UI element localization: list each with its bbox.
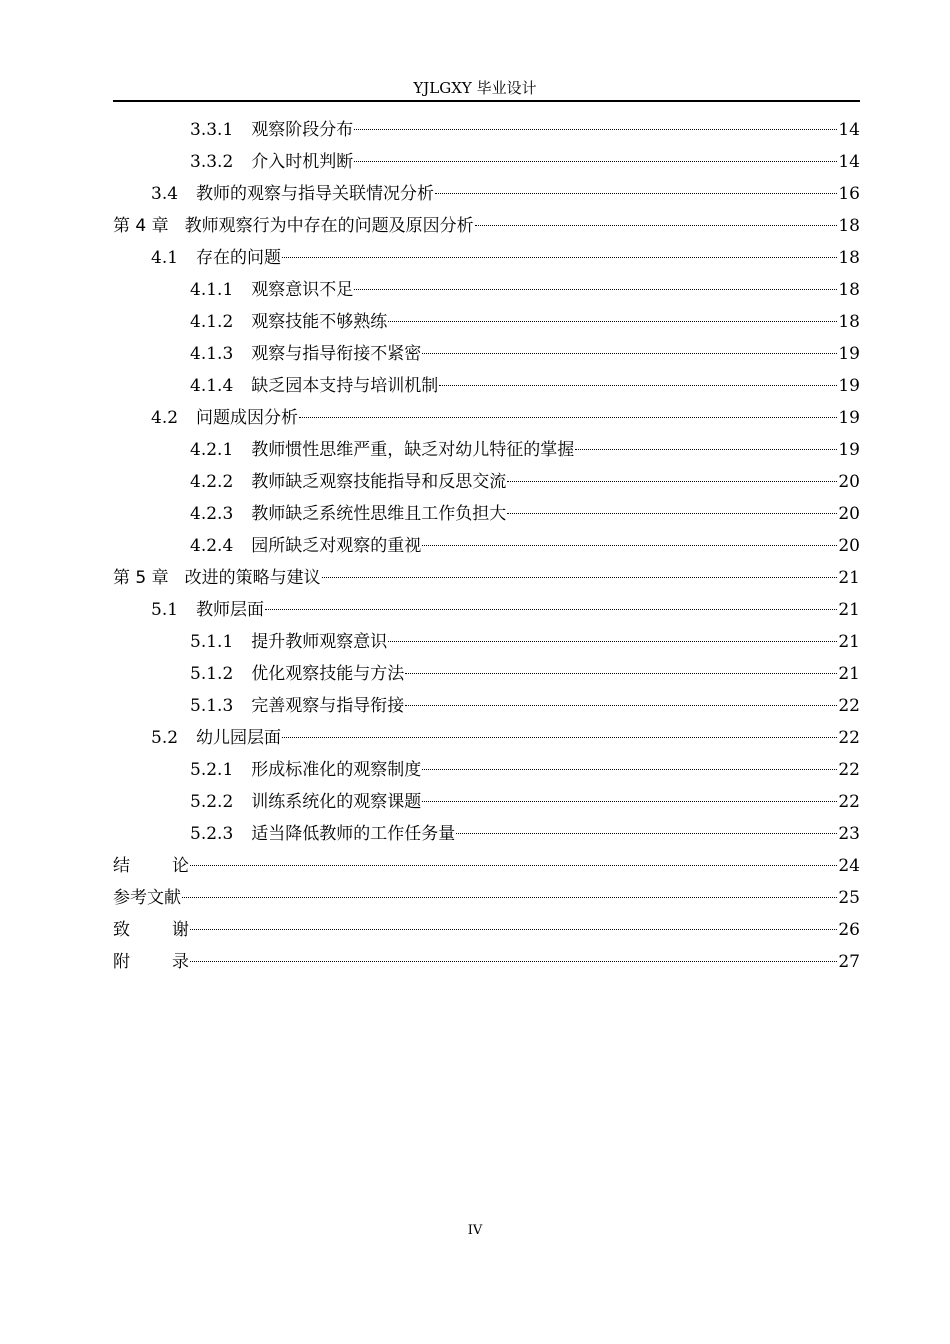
toc-entry[interactable] xyxy=(113,114,860,146)
toc-entry-title: 观察阶段分布 xyxy=(251,120,354,140)
toc-entry-page: 19 xyxy=(838,440,860,460)
toc-entry-number: 4.1 xyxy=(151,248,179,268)
toc-entry[interactable] xyxy=(113,914,860,946)
toc-entry-title: 教师层面 xyxy=(196,600,265,620)
toc-entry-title: 教师缺乏观察技能指导和反思交流 xyxy=(251,472,507,492)
toc-entry-title: 训练系统化的观察课题 xyxy=(251,792,422,812)
toc-entry-page: 19 xyxy=(838,344,860,364)
toc-entry-page: 25 xyxy=(838,888,860,908)
toc-dot-leader xyxy=(422,801,837,802)
toc-entry[interactable] xyxy=(113,786,860,818)
toc-entry-page: 26 xyxy=(838,920,860,940)
toc-dot-leader xyxy=(507,513,837,514)
toc-entry[interactable] xyxy=(113,946,860,978)
toc-entry-title: 教师观察行为中存在的问题及原因分析 xyxy=(184,216,474,236)
toc-entry-page: 14 xyxy=(838,152,860,172)
toc-entry-number: 4.1.4 xyxy=(190,376,234,396)
toc-entry[interactable] xyxy=(113,530,860,562)
toc-entry[interactable] xyxy=(113,178,860,210)
toc-dot-leader xyxy=(422,545,837,546)
toc-entry-title: 观察意识不足 xyxy=(251,280,354,300)
toc-entry[interactable] xyxy=(113,242,860,274)
toc-dot-leader xyxy=(265,609,837,610)
toc-entry-page: 18 xyxy=(838,248,860,268)
toc-entry[interactable] xyxy=(113,210,860,242)
toc-entry-page: 24 xyxy=(838,856,860,876)
toc-entry-title: 优化观察技能与方法 xyxy=(251,664,405,684)
toc-dot-leader xyxy=(354,129,837,130)
toc-entry-number: 4.1.2 xyxy=(190,312,234,332)
table-of-contents xyxy=(113,114,860,978)
toc-entry-page: 21 xyxy=(838,600,860,620)
toc-entry-title: 提升教师观察意识 xyxy=(251,632,388,652)
toc-entry[interactable] xyxy=(113,146,860,178)
toc-entry-page: 21 xyxy=(838,664,860,684)
toc-dot-leader xyxy=(354,161,837,162)
toc-entry-title: 园所缺乏对观察的重视 xyxy=(251,536,422,556)
toc-entry-number: 4.2.1 xyxy=(190,440,234,460)
toc-entry-number: 3.3.1 xyxy=(190,120,234,140)
toc-entry-title: 缺乏园本支持与培训机制 xyxy=(251,376,439,396)
toc-entry[interactable] xyxy=(113,306,860,338)
toc-entry-title: 改进的策略与建议 xyxy=(184,568,321,588)
toc-entry-number: 第 4 章 xyxy=(113,216,169,236)
toc-entry-title-char: 结 xyxy=(113,856,130,876)
toc-entry[interactable] xyxy=(113,658,860,690)
toc-entry-page: 16 xyxy=(838,184,860,204)
toc-entry-page: 22 xyxy=(838,792,860,812)
toc-entry-page: 21 xyxy=(838,568,860,588)
toc-dot-leader xyxy=(282,737,837,738)
toc-entry-number: 4.2.4 xyxy=(190,536,234,556)
toc-entry[interactable] xyxy=(113,594,860,626)
toc-entry-title: 参考文献 xyxy=(113,888,181,908)
toc-entry-page: 20 xyxy=(838,536,860,556)
toc-entry-title: 幼儿园层面 xyxy=(196,728,282,748)
toc-entry-title: 教师惯性思维严重，缺乏对幼儿特征的掌握 xyxy=(251,440,575,460)
toc-entry[interactable] xyxy=(113,562,860,594)
toc-entry-number: 第 5 章 xyxy=(113,568,169,588)
toc-entry-number: 5.1.2 xyxy=(190,664,234,684)
toc-dot-leader xyxy=(422,769,837,770)
toc-entry-page: 19 xyxy=(838,376,860,396)
toc-entry-title: 问题成因分析 xyxy=(196,408,299,428)
toc-entry-page: 20 xyxy=(838,504,860,524)
running-header: YJLGXY 毕业设计 xyxy=(413,79,537,97)
toc-entry-title: 观察与指导衔接不紧密 xyxy=(251,344,422,364)
toc-entry-number: 5.1 xyxy=(151,600,179,620)
toc-entry-page: 14 xyxy=(838,120,860,140)
toc-entry[interactable] xyxy=(113,434,860,466)
toc-entry-number: 3.3.2 xyxy=(190,152,234,172)
toc-entry-number: 5.2.2 xyxy=(190,792,234,812)
toc-entry[interactable] xyxy=(113,338,860,370)
toc-entry[interactable] xyxy=(113,498,860,530)
toc-entry-page: 19 xyxy=(838,408,860,428)
toc-entry-number: 4.2.2 xyxy=(190,472,234,492)
toc-entry[interactable] xyxy=(113,882,860,914)
toc-entry-title-char: 谢 xyxy=(172,920,189,940)
toc-entry[interactable] xyxy=(113,402,860,434)
toc-entry-number: 3.4 xyxy=(151,184,179,204)
toc-entry-page: 20 xyxy=(838,472,860,492)
header-rule xyxy=(113,100,860,102)
toc-entry-number: 5.2.1 xyxy=(190,760,234,780)
toc-entry-title xyxy=(113,946,189,978)
toc-entry[interactable] xyxy=(113,850,860,882)
toc-dot-leader xyxy=(282,257,837,258)
toc-dot-leader xyxy=(507,481,837,482)
toc-entry[interactable] xyxy=(113,274,860,306)
toc-entry-page: 23 xyxy=(838,824,860,844)
toc-entry-title: 完善观察与指导衔接 xyxy=(251,696,405,716)
toc-entry[interactable] xyxy=(113,466,860,498)
toc-entry-title-char: 录 xyxy=(172,952,189,972)
toc-entry-page: 18 xyxy=(838,280,860,300)
toc-entry-title: 适当降低教师的工作任务量 xyxy=(251,824,456,844)
toc-entry-title-char: 致 xyxy=(113,920,130,940)
toc-dot-leader xyxy=(475,225,838,226)
toc-entry[interactable] xyxy=(113,754,860,786)
toc-entry-number: 4.2.3 xyxy=(190,504,234,524)
toc-entry-title: 形成标准化的观察制度 xyxy=(251,760,422,780)
toc-entry-number: 4.1.1 xyxy=(190,280,234,300)
toc-dot-leader xyxy=(388,321,837,322)
toc-dot-leader xyxy=(190,961,837,962)
toc-dot-leader xyxy=(354,289,837,290)
toc-entry-number: 5.1.3 xyxy=(190,696,234,716)
toc-entry-title: 介入时机判断 xyxy=(251,152,354,172)
toc-dot-leader xyxy=(388,641,837,642)
toc-entry-title-char: 附 xyxy=(113,952,130,972)
toc-entry-title-char: 论 xyxy=(172,856,189,876)
toc-entry-number: 4.1.3 xyxy=(190,344,234,364)
toc-entry-page: 27 xyxy=(838,952,860,972)
toc-entry-title xyxy=(113,850,189,882)
toc-dot-leader xyxy=(405,673,837,674)
toc-dot-leader xyxy=(575,449,837,450)
toc-entry-title: 教师缺乏系统性思维且工作负担大 xyxy=(251,504,507,524)
toc-entry-title: 存在的问题 xyxy=(196,248,282,268)
toc-entry-number: 4.2 xyxy=(151,408,179,428)
toc-entry-number: 5.1.1 xyxy=(190,632,234,652)
toc-dot-leader xyxy=(435,193,837,194)
page-number: IV xyxy=(467,1223,483,1238)
toc-entry-number: 5.2 xyxy=(151,728,179,748)
toc-dot-leader xyxy=(190,929,837,930)
toc-entry-title xyxy=(113,914,189,946)
toc-dot-leader xyxy=(456,833,837,834)
toc-entry-title: 教师的观察与指导关联情况分析 xyxy=(196,184,435,204)
toc-entry-title: 观察技能不够熟练 xyxy=(251,312,388,332)
toc-entry[interactable] xyxy=(113,690,860,722)
toc-entry-page: 22 xyxy=(838,760,860,780)
toc-dot-leader xyxy=(299,417,837,418)
toc-entry[interactable] xyxy=(113,370,860,402)
toc-entry[interactable] xyxy=(113,626,860,658)
toc-entry-number: 5.2.3 xyxy=(190,824,234,844)
toc-entry[interactable] xyxy=(113,818,860,850)
toc-entry-page: 22 xyxy=(838,696,860,716)
toc-dot-leader xyxy=(322,577,838,578)
toc-dot-leader xyxy=(190,865,837,866)
toc-dot-leader xyxy=(422,353,837,354)
toc-dot-leader xyxy=(405,705,837,706)
toc-entry[interactable] xyxy=(113,722,860,754)
toc-dot-leader xyxy=(182,897,837,898)
toc-entry-page: 22 xyxy=(838,728,860,748)
toc-entry-page: 18 xyxy=(838,312,860,332)
toc-dot-leader xyxy=(439,385,837,386)
toc-entry-page: 18 xyxy=(838,216,860,236)
toc-entry-page: 21 xyxy=(838,632,860,652)
